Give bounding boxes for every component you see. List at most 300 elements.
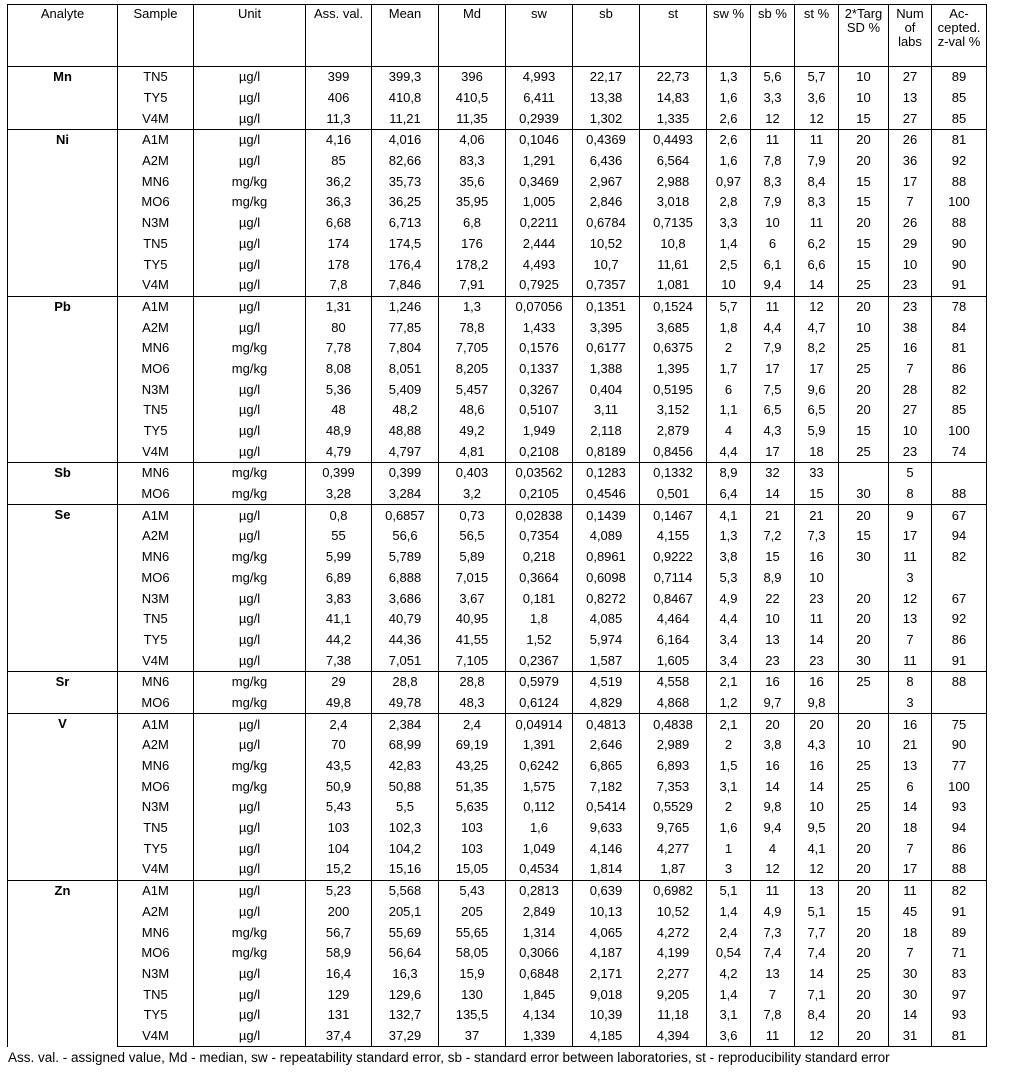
table-cell: 100 xyxy=(932,421,987,442)
table-cell: 20 xyxy=(839,588,889,609)
table-cell: 88 xyxy=(932,484,987,505)
table-cell: 2 xyxy=(707,797,751,818)
table-cell: 0,6177 xyxy=(573,338,640,359)
table-cell: 4,7 xyxy=(795,317,839,338)
table-cell: 11 xyxy=(751,880,795,901)
table-cell: 129,6 xyxy=(372,984,439,1005)
table-cell: 11,18 xyxy=(640,1005,707,1026)
table-cell: 1,605 xyxy=(640,650,707,671)
table-cell: 0,501 xyxy=(640,484,707,505)
table-cell: 92 xyxy=(932,151,987,172)
table-cell: 5,568 xyxy=(372,880,439,901)
table-cell: 6,1 xyxy=(751,254,795,275)
table-cell: 5,7 xyxy=(707,296,751,317)
table-cell: 49,8 xyxy=(306,693,372,714)
table-cell: 45 xyxy=(889,902,932,923)
table-cell: 1,6 xyxy=(707,88,751,109)
table-cell: 0,8272 xyxy=(573,588,640,609)
table-cell: 20 xyxy=(839,818,889,839)
table-cell: µg/l xyxy=(194,650,306,671)
table-cell: 20 xyxy=(839,379,889,400)
table-cell: 37,4 xyxy=(306,1026,372,1047)
table-cell: 14 xyxy=(751,776,795,797)
table-cell: V4M xyxy=(118,441,194,462)
table-cell: 84 xyxy=(932,317,987,338)
table-cell: 1,814 xyxy=(573,859,640,880)
table-cell: 5,43 xyxy=(306,797,372,818)
table-cell: 37 xyxy=(439,1026,506,1047)
table-cell: 10,52 xyxy=(640,902,707,923)
table-cell: 4,277 xyxy=(640,838,707,859)
table-cell: 4,558 xyxy=(640,671,707,692)
table-cell: 0,6124 xyxy=(506,693,573,714)
table-row xyxy=(8,609,987,630)
table-cell: 6 xyxy=(707,379,751,400)
table-cell: 13 xyxy=(889,88,932,109)
table-cell: 8,051 xyxy=(372,359,439,380)
table-cell: 1,3 xyxy=(707,526,751,547)
table-cell: 35,6 xyxy=(439,171,506,192)
results-table xyxy=(7,4,987,1047)
analyte-cell: Sr xyxy=(8,671,118,713)
table-cell: 18 xyxy=(889,922,932,943)
table-cell: 399,3 xyxy=(372,67,439,88)
table-cell: 40,95 xyxy=(439,609,506,630)
table-cell: 14 xyxy=(751,484,795,505)
table-cell: 5,1 xyxy=(795,902,839,923)
table-cell: 81 xyxy=(932,338,987,359)
table-cell: 1 xyxy=(707,838,751,859)
table-cell: 25 xyxy=(839,797,889,818)
table-cell: 23 xyxy=(889,275,932,296)
table-cell: 2,8 xyxy=(707,192,751,213)
table-cell: 4,155 xyxy=(640,526,707,547)
table-cell: 4,199 xyxy=(640,943,707,964)
table-cell: 0,4493 xyxy=(640,130,707,151)
table-cell: 174,5 xyxy=(372,234,439,255)
table-cell: 23 xyxy=(795,588,839,609)
table-cell: 3,83 xyxy=(306,588,372,609)
table-cell: 14 xyxy=(795,776,839,797)
table-cell: V4M xyxy=(118,108,194,129)
table-cell: 20 xyxy=(839,714,889,735)
table-row xyxy=(8,505,987,526)
table-cell: 1,587 xyxy=(573,650,640,671)
table-cell: 100 xyxy=(932,776,987,797)
table-cell: 9,633 xyxy=(573,818,640,839)
table-cell: 103 xyxy=(439,818,506,839)
table-cell: 1,388 xyxy=(573,359,640,380)
table-cell: µg/l xyxy=(194,379,306,400)
table-cell: 11 xyxy=(751,130,795,151)
table-cell: MN6 xyxy=(118,671,194,692)
table-cell: 5,1 xyxy=(707,880,751,901)
table-cell: 88 xyxy=(932,171,987,192)
table-cell: 1,845 xyxy=(506,984,573,1005)
table-cell: 6,6 xyxy=(795,254,839,275)
table-cell: 0,8 xyxy=(306,505,372,526)
table-cell: 7,2 xyxy=(751,526,795,547)
table-row xyxy=(8,1026,987,1047)
table-cell: 4,2 xyxy=(707,964,751,985)
table-cell: 7,846 xyxy=(372,275,439,296)
table-cell: A2M xyxy=(118,526,194,547)
table-cell: 37,29 xyxy=(372,1026,439,1047)
table-cell: 28,8 xyxy=(439,671,506,692)
table-row xyxy=(8,151,987,172)
table-cell: 2,5 xyxy=(707,254,751,275)
table-cell: 85 xyxy=(932,108,987,129)
table-cell: 7,9 xyxy=(751,338,795,359)
table-cell: 1,6 xyxy=(506,818,573,839)
table-cell: 132,7 xyxy=(372,1005,439,1026)
table-row xyxy=(8,275,987,296)
table-cell: 27 xyxy=(889,67,932,88)
table-cell: 12 xyxy=(751,859,795,880)
table-cell: 2,4 xyxy=(707,922,751,943)
table-cell: 10,52 xyxy=(573,234,640,255)
table-cell: 1,8 xyxy=(506,609,573,630)
table-cell: 13,38 xyxy=(573,88,640,109)
table-cell: 13 xyxy=(889,756,932,777)
table-cell: 7,015 xyxy=(439,568,506,589)
table-cell: 41,55 xyxy=(439,630,506,651)
table-cell: 1,949 xyxy=(506,421,573,442)
table-cell: 86 xyxy=(932,359,987,380)
table-row xyxy=(8,838,987,859)
table-cell: 6,713 xyxy=(372,213,439,234)
table-cell: 8,205 xyxy=(439,359,506,380)
table-cell: 0,54 xyxy=(707,943,751,964)
table-cell: 1,246 xyxy=(372,296,439,317)
table-cell: 4,464 xyxy=(640,609,707,630)
table-cell: 7,7 xyxy=(795,922,839,943)
table-cell: 15 xyxy=(751,547,795,568)
table-cell: 4,146 xyxy=(573,838,640,859)
analyte-cell: Ni xyxy=(8,130,118,297)
table-cell: MO6 xyxy=(118,943,194,964)
table-cell xyxy=(932,693,987,714)
table-cell: 8,4 xyxy=(795,171,839,192)
table-cell: 8 xyxy=(889,671,932,692)
table-cell: 18 xyxy=(889,818,932,839)
table-cell: 20 xyxy=(839,984,889,1005)
table-cell: 78 xyxy=(932,296,987,317)
table-cell: 0,6784 xyxy=(573,213,640,234)
table-cell: 30 xyxy=(839,547,889,568)
table-row xyxy=(8,671,987,692)
table-cell: 6,89 xyxy=(306,568,372,589)
table-row xyxy=(8,964,987,985)
table-cell: 43,25 xyxy=(439,756,506,777)
table-cell: 5,36 xyxy=(306,379,372,400)
table-cell: 9,7 xyxy=(751,693,795,714)
table-cell: N3M xyxy=(118,213,194,234)
table-cell: 3 xyxy=(707,859,751,880)
column-header: Sample xyxy=(118,5,194,67)
table-cell: 0,1576 xyxy=(506,338,573,359)
table-cell: 7,4 xyxy=(795,943,839,964)
column-header: sb % xyxy=(751,5,795,67)
table-cell: 4,1 xyxy=(795,838,839,859)
table-cell: 17 xyxy=(889,859,932,880)
table-row xyxy=(8,88,987,109)
table-cell: A1M xyxy=(118,880,194,901)
table-cell: mg/kg xyxy=(194,776,306,797)
table-cell: 4,272 xyxy=(640,922,707,943)
table-header xyxy=(8,5,987,67)
table-cell: 7,9 xyxy=(795,151,839,172)
table-cell: 20 xyxy=(839,630,889,651)
table-cell: 30 xyxy=(889,964,932,985)
table-cell: 16 xyxy=(795,671,839,692)
table-cell: 56,7 xyxy=(306,922,372,943)
table-cell: 92 xyxy=(932,609,987,630)
table-cell: 0,403 xyxy=(439,463,506,484)
table-cell: MO6 xyxy=(118,568,194,589)
table-cell: 10 xyxy=(795,568,839,589)
table-cell: A1M xyxy=(118,130,194,151)
table-cell: 3 xyxy=(889,693,932,714)
table-cell: 2,6 xyxy=(707,108,751,129)
table-cell: 35,73 xyxy=(372,171,439,192)
table-cell: 36,3 xyxy=(306,192,372,213)
table-cell: µg/l xyxy=(194,130,306,151)
table-cell xyxy=(839,693,889,714)
table-cell: 2,1 xyxy=(707,714,751,735)
table-cell: 14 xyxy=(889,1005,932,1026)
table-cell: MN6 xyxy=(118,338,194,359)
table-row xyxy=(8,650,987,671)
table-cell: 7,4 xyxy=(751,943,795,964)
table-cell: 51,35 xyxy=(439,776,506,797)
table-cell: A2M xyxy=(118,735,194,756)
table-cell: 7,38 xyxy=(306,650,372,671)
table-cell: 71 xyxy=(932,943,987,964)
table-cell: 10 xyxy=(889,421,932,442)
table-cell xyxy=(839,568,889,589)
table-cell: 20 xyxy=(839,296,889,317)
table-cell: 56,5 xyxy=(439,526,506,547)
column-header: sw xyxy=(506,5,573,67)
table-cell: 55,65 xyxy=(439,922,506,943)
table-cell: MN6 xyxy=(118,171,194,192)
table-cell: 5,23 xyxy=(306,880,372,901)
table-cell: 2,849 xyxy=(506,902,573,923)
table-cell: 28,8 xyxy=(372,671,439,692)
table-cell: 0,5107 xyxy=(506,400,573,421)
table-cell: 4,065 xyxy=(573,922,640,943)
table-cell: 1,6 xyxy=(707,818,751,839)
column-header: Analyte xyxy=(8,5,118,67)
table-cell: 9,4 xyxy=(751,275,795,296)
table-cell: 22 xyxy=(751,588,795,609)
table-cell: µg/l xyxy=(194,630,306,651)
table-row xyxy=(8,130,987,151)
table-cell: 11,21 xyxy=(372,108,439,129)
table-cell: 4,3 xyxy=(795,735,839,756)
table-cell: 410,8 xyxy=(372,88,439,109)
table-cell: 11 xyxy=(795,213,839,234)
header-row xyxy=(8,5,987,67)
table-cell: 1,291 xyxy=(506,151,573,172)
table-cell: 15 xyxy=(839,421,889,442)
table-cell: 33 xyxy=(795,463,839,484)
table-cell: 1,339 xyxy=(506,1026,573,1047)
table-cell: µg/l xyxy=(194,735,306,756)
table-cell: 7,705 xyxy=(439,338,506,359)
table-cell: 70 xyxy=(306,735,372,756)
table-cell: 4,3 xyxy=(751,421,795,442)
table-cell: 7,804 xyxy=(372,338,439,359)
table-cell: 44,2 xyxy=(306,630,372,651)
table-cell: 13 xyxy=(751,630,795,651)
table-cell: 410,5 xyxy=(439,88,506,109)
table-cell: 50,9 xyxy=(306,776,372,797)
table-cell: µg/l xyxy=(194,1005,306,1026)
table-cell: 35,95 xyxy=(439,192,506,213)
table-cell: 5,6 xyxy=(751,67,795,88)
table-cell: 2,4 xyxy=(439,714,506,735)
table-cell: 15 xyxy=(839,171,889,192)
table-cell: 75 xyxy=(932,714,987,735)
table-cell: 7,9 xyxy=(751,192,795,213)
table-cell: 27 xyxy=(889,108,932,129)
table-cell: 25 xyxy=(839,671,889,692)
table-cell: 9,5 xyxy=(795,818,839,839)
table-cell: 6,564 xyxy=(640,151,707,172)
table-cell: 3,8 xyxy=(751,735,795,756)
table-cell: 3,11 xyxy=(573,400,640,421)
table-cell: 9,8 xyxy=(751,797,795,818)
table-cell: 6,4 xyxy=(707,484,751,505)
table-cell: 9,6 xyxy=(795,379,839,400)
table-cell: 25 xyxy=(839,441,889,462)
table-cell: 36,25 xyxy=(372,192,439,213)
table-cell: 131 xyxy=(306,1005,372,1026)
table-row xyxy=(8,714,987,735)
table-cell: 25 xyxy=(839,776,889,797)
table-cell: 0,1337 xyxy=(506,359,573,380)
table-cell: 1,314 xyxy=(506,922,573,943)
table-cell: 6,888 xyxy=(372,568,439,589)
table-cell: 28 xyxy=(889,379,932,400)
table-cell: 3,3 xyxy=(751,88,795,109)
table-cell: 22,17 xyxy=(573,67,640,88)
table-cell: 4,394 xyxy=(640,1026,707,1047)
table-cell: 104,2 xyxy=(372,838,439,859)
table-cell: 20 xyxy=(839,1005,889,1026)
table-cell: 4,993 xyxy=(506,67,573,88)
table-cell: 0,1283 xyxy=(573,463,640,484)
table-cell: 15,16 xyxy=(372,859,439,880)
table-cell: 91 xyxy=(932,902,987,923)
table-cell: 25 xyxy=(839,964,889,985)
table-cell: 16,4 xyxy=(306,964,372,985)
table-cell: 102,3 xyxy=(372,818,439,839)
table-cell: 23 xyxy=(889,296,932,317)
table-cell: 7,051 xyxy=(372,650,439,671)
table-cell: 15 xyxy=(839,526,889,547)
table-cell: 0,6242 xyxy=(506,756,573,777)
table-cell: 9 xyxy=(889,505,932,526)
table-cell: 11,35 xyxy=(439,108,506,129)
table-cell: 20 xyxy=(839,1026,889,1047)
table-cell: 88 xyxy=(932,213,987,234)
table-row xyxy=(8,526,987,547)
table-cell: µg/l xyxy=(194,902,306,923)
analyte-cell: Pb xyxy=(8,296,118,463)
table-cell: 7,3 xyxy=(751,922,795,943)
table-cell: µg/l xyxy=(194,964,306,985)
table-cell: 10,39 xyxy=(573,1005,640,1026)
table-cell: 15,05 xyxy=(439,859,506,880)
table-cell: 3,152 xyxy=(640,400,707,421)
table-cell: 58,9 xyxy=(306,943,372,964)
table-cell: 3,686 xyxy=(372,588,439,609)
table-cell: 0,218 xyxy=(506,547,573,568)
table-cell: 2,967 xyxy=(573,171,640,192)
table-cell: 0,5529 xyxy=(640,797,707,818)
table-cell: 48,2 xyxy=(372,400,439,421)
table-cell: 91 xyxy=(932,275,987,296)
table-cell: TN5 xyxy=(118,818,194,839)
table-cell: 11 xyxy=(889,880,932,901)
table-cell: 4,9 xyxy=(707,588,751,609)
table-row xyxy=(8,776,987,797)
table-cell: A2M xyxy=(118,317,194,338)
table-cell: 1,2 xyxy=(707,693,751,714)
table-cell: 42,83 xyxy=(372,756,439,777)
table-cell: 44,36 xyxy=(372,630,439,651)
table-cell: 4 xyxy=(707,421,751,442)
table-cell: 77,85 xyxy=(372,317,439,338)
table-cell: 3,685 xyxy=(640,317,707,338)
table-cell: 16 xyxy=(751,756,795,777)
column-header: st xyxy=(640,5,707,67)
table-cell: 10 xyxy=(839,88,889,109)
table-cell: 3,67 xyxy=(439,588,506,609)
table-row xyxy=(8,547,987,568)
table-cell: A2M xyxy=(118,151,194,172)
table-cell: 6,5 xyxy=(795,400,839,421)
table-cell: 8,9 xyxy=(707,463,751,484)
column-header: Mean xyxy=(372,5,439,67)
table-cell: 3 xyxy=(889,568,932,589)
table-cell: 56,6 xyxy=(372,526,439,547)
table-row xyxy=(8,463,987,484)
table-cell: 5,3 xyxy=(707,568,751,589)
table-cell: 0,181 xyxy=(506,588,573,609)
table-cell: 17 xyxy=(795,359,839,380)
table-row xyxy=(8,338,987,359)
column-header: Unit xyxy=(194,5,306,67)
table-cell: 4,493 xyxy=(506,254,573,275)
table-cell: 90 xyxy=(932,735,987,756)
table-cell: 396 xyxy=(439,67,506,88)
table-cell: 5,9 xyxy=(795,421,839,442)
table-cell: 5,99 xyxy=(306,547,372,568)
table-cell: 85 xyxy=(306,151,372,172)
table-cell: 0,404 xyxy=(573,379,640,400)
table-cell: µg/l xyxy=(194,151,306,172)
table-row xyxy=(8,588,987,609)
table-cell: 11,61 xyxy=(640,254,707,275)
table-cell: 2 xyxy=(707,735,751,756)
table-cell: 1,4 xyxy=(707,984,751,1005)
table-cell: 12 xyxy=(795,859,839,880)
table-cell: mg/kg xyxy=(194,463,306,484)
